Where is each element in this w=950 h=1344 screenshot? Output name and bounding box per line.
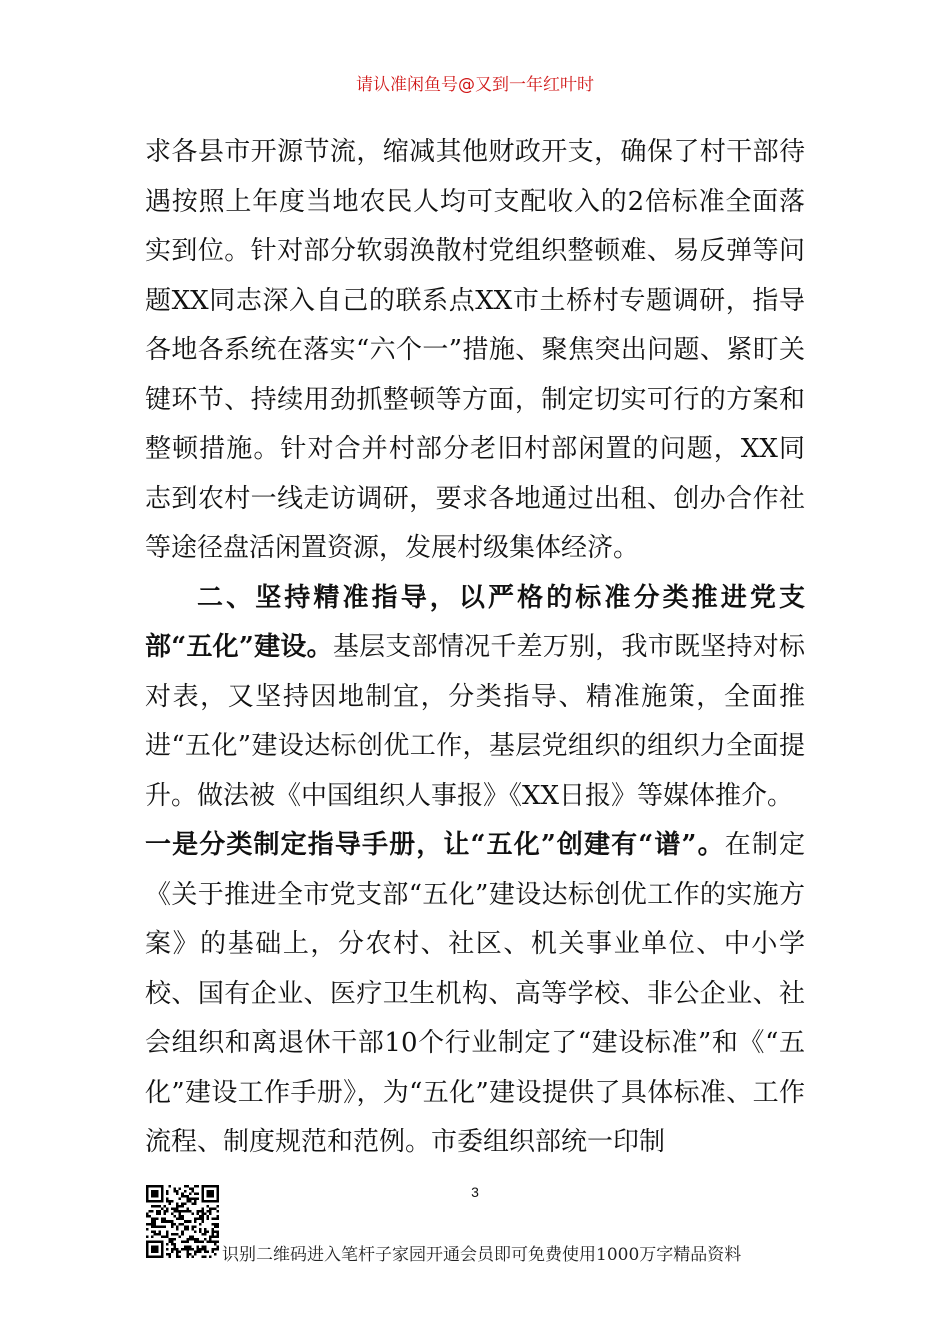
document-body — [145, 128, 805, 1168]
page-number: 3 — [471, 1184, 479, 1200]
subsection-heading-1: 一是分类制定指导手册，让“五化”创建有“谱”。 — [145, 830, 725, 860]
paragraph-2-text: 基层支部情况千差万别，我市既坚持对标对表，又坚持因地制宜，分类指导、精准施策，全面推进“五化”建设达标创优工作，基层党组织的组织力全面提升。做法被《中国组织人事报》《XX日报》等媒体推介。 — [145, 632, 805, 811]
paragraph-2 — [145, 574, 805, 822]
paragraph-3 — [145, 821, 805, 1168]
footer-promo-text: 识别二维码进入笔杆子家园开通会员即可免费使用1000万字精品资料 — [222, 1245, 742, 1265]
qr-code-icon — [146, 1185, 219, 1258]
section-heading-2: 二、坚持精准指导，以严格的标准分类推进党支部“五化”建设。 — [145, 582, 805, 662]
watermark-header: 请认准闲鱼号@又到一年红叶时 — [356, 75, 594, 95]
paragraph-1: 求各县市开源节流，缩减其他财政开支，确保了村干部待遇按照上年度当地农民人均可支配收入的2倍标准全面落实到位。针对部分软弱涣散村党组织整顿难、易反弹等问题XX同志深入自己的联系点XX市土桥村专题调研，指导各地各系统在落实“六个一”措施、聚焦突出问题、紧盯关键环节、持续用劲抓整顿等方面，制定切实可行的方案和整顿措施。针对合并村部分老旧村部闲置的问题，XX同志到农村一线走访调研，要求各地通过出租、创办合作社等途径盘活闲置资源，发展村级集体经济。 — [145, 137, 805, 563]
paragraph-3-text: 在制定《关于推进全市党支部“五化”建设达标创优工作的实施方案》的基础上，分农村、社区、机关事业单位、中小学校、国有企业、医疗卫生机构、高等学校、非公企业、社会组织和离退休干部10个行业制定了“建设标准”和《“五化”建设工作手册》，为“五化”建设提供了具体标准、工作流程、制度规范和范例。市委组织部统一印制 — [145, 830, 805, 1157]
